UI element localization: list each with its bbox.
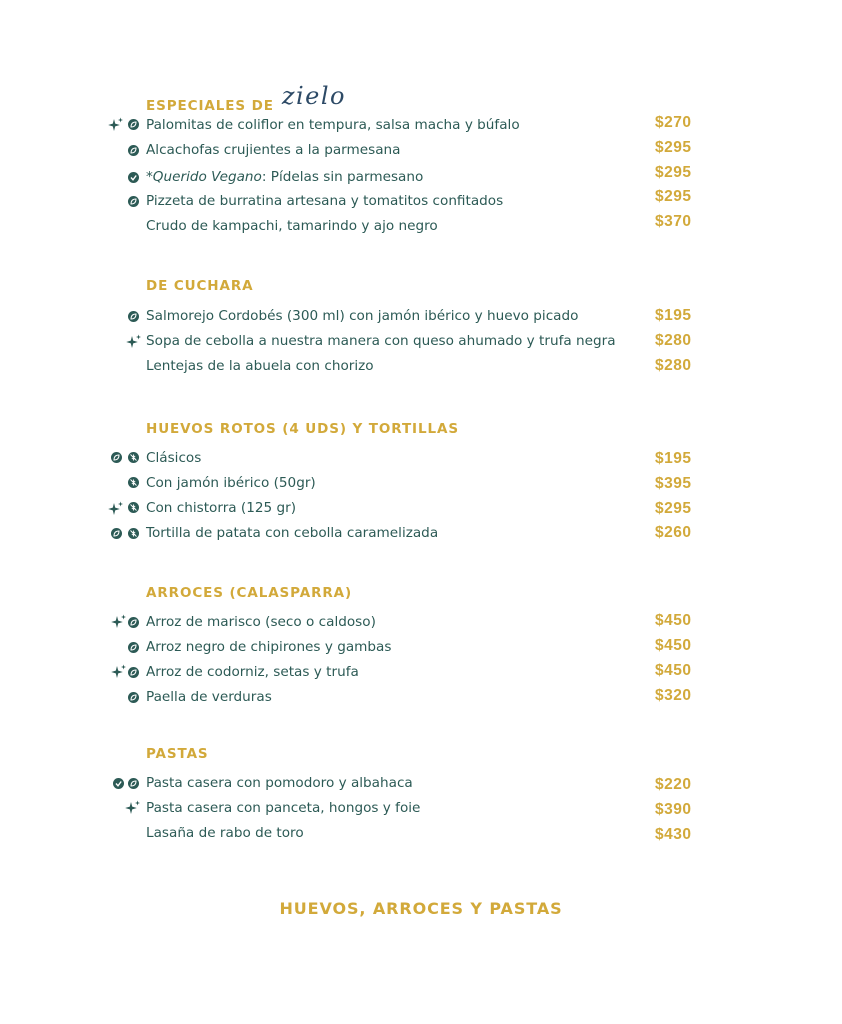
menu-item: Tortilla de patata con cebolla caramelizada xyxy=(146,525,439,541)
menu-item-price: $280 xyxy=(655,357,692,374)
menu-item-price: $295 xyxy=(655,188,692,205)
menu-item-price: $450 xyxy=(655,612,692,629)
menu-item-price: $295 xyxy=(655,139,692,156)
veggie-icon xyxy=(128,617,139,628)
menu-item: Lentejas de la abuela con chorizo xyxy=(146,358,374,374)
section-title-arroces: ARROCES (CALASPARRA) xyxy=(146,585,353,601)
menu-item-price: $195 xyxy=(655,307,692,324)
gluten-free-icon xyxy=(128,477,139,488)
section-title-especiales xyxy=(146,82,346,116)
menu-item: Pasta casera con panceta, hongos y foie xyxy=(146,800,421,816)
menu-item: Crudo de kampachi, tamarindo y ajo negro xyxy=(146,218,438,234)
menu-item-price: $430 xyxy=(655,826,692,843)
menu-item-price: $195 xyxy=(655,450,692,467)
menu-item-price: $295 xyxy=(655,500,692,517)
section-title-text: ESPECIALES DE xyxy=(146,98,274,114)
menu-item: Arroz de codorniz, setas y trufa xyxy=(146,664,359,680)
veggie-icon xyxy=(128,778,139,789)
sparkle-icon xyxy=(125,800,141,816)
menu-item-price: $220 xyxy=(655,776,692,793)
menu-item xyxy=(146,169,423,185)
menu-item-price: $320 xyxy=(655,687,692,704)
menu-item: Pizzeta de burratina artesana y tomatitos confitados xyxy=(146,193,504,209)
vegan-icon xyxy=(128,172,139,183)
menu-item-price: $295 xyxy=(655,164,692,181)
veggie-icon xyxy=(128,667,139,678)
menu-item-rest: : Pídelas sin parmesano xyxy=(261,169,424,185)
sparkle-icon xyxy=(108,117,124,133)
menu-item: Salmorejo Cordobés (300 ml) con jamón ibérico y huevo picado xyxy=(146,308,579,324)
sparkle-icon xyxy=(111,664,127,680)
veggie-icon xyxy=(128,196,139,207)
menu-item: Clásicos xyxy=(146,450,202,466)
section-title-pastas: PASTAS xyxy=(146,746,209,762)
sparkle-icon xyxy=(111,614,127,630)
menu-item-price: $370 xyxy=(655,213,692,230)
section-title-cuchara: DE CUCHARA xyxy=(146,278,254,294)
veggie-icon xyxy=(128,119,139,130)
menu-item: Palomitas de coliflor en tempura, salsa macha y búfalo xyxy=(146,117,520,133)
menu-item: Con jamón ibérico (50gr) xyxy=(146,475,316,491)
menu-item: Sopa de cebolla a nuestra manera con queso ahumado y trufa negra xyxy=(146,333,616,349)
veggie-icon xyxy=(128,642,139,653)
menu-item-price: $390 xyxy=(655,801,692,818)
veggie-icon xyxy=(128,692,139,703)
sparkle-icon xyxy=(126,334,142,350)
brand-logo-zielo: zielo xyxy=(281,82,346,110)
sparkle-icon xyxy=(108,501,124,517)
menu-item-price: $280 xyxy=(655,332,692,349)
menu-item-price: $260 xyxy=(655,524,692,541)
veggie-icon xyxy=(128,145,139,156)
menu-item: Arroz de marisco (seco o caldoso) xyxy=(146,614,376,630)
section-title-huevos: HUEVOS ROTOS (4 UDS) Y TORTILLAS xyxy=(146,421,459,437)
veggie-icon xyxy=(128,311,139,322)
gluten-free-icon xyxy=(128,452,139,463)
menu-item: Lasaña de rabo de toro xyxy=(146,825,304,841)
menu-item-price: $450 xyxy=(655,662,692,679)
menu-item-price: $270 xyxy=(655,114,692,131)
menu-item: Con chistorra (125 gr) xyxy=(146,500,297,516)
menu-item-price: $450 xyxy=(655,637,692,654)
veggie-icon xyxy=(111,528,122,539)
menu-item: Alcachofas crujientes a la parmesana xyxy=(146,142,401,158)
vegan-icon xyxy=(113,778,124,789)
menu-item-price: $395 xyxy=(655,475,692,492)
gluten-free-icon xyxy=(128,528,139,539)
menu-item: Arroz negro de chipirones y gambas xyxy=(146,639,392,655)
menu-item-emphasis: *Querido Vegano xyxy=(146,169,262,185)
page-footer-title: HUEVOS, ARROCES Y PASTAS xyxy=(279,899,563,918)
menu-item: Pasta casera con pomodoro y albahaca xyxy=(146,775,413,791)
gluten-free-icon xyxy=(128,502,139,513)
menu-item: Paella de verduras xyxy=(146,689,272,705)
veggie-icon xyxy=(111,452,122,463)
